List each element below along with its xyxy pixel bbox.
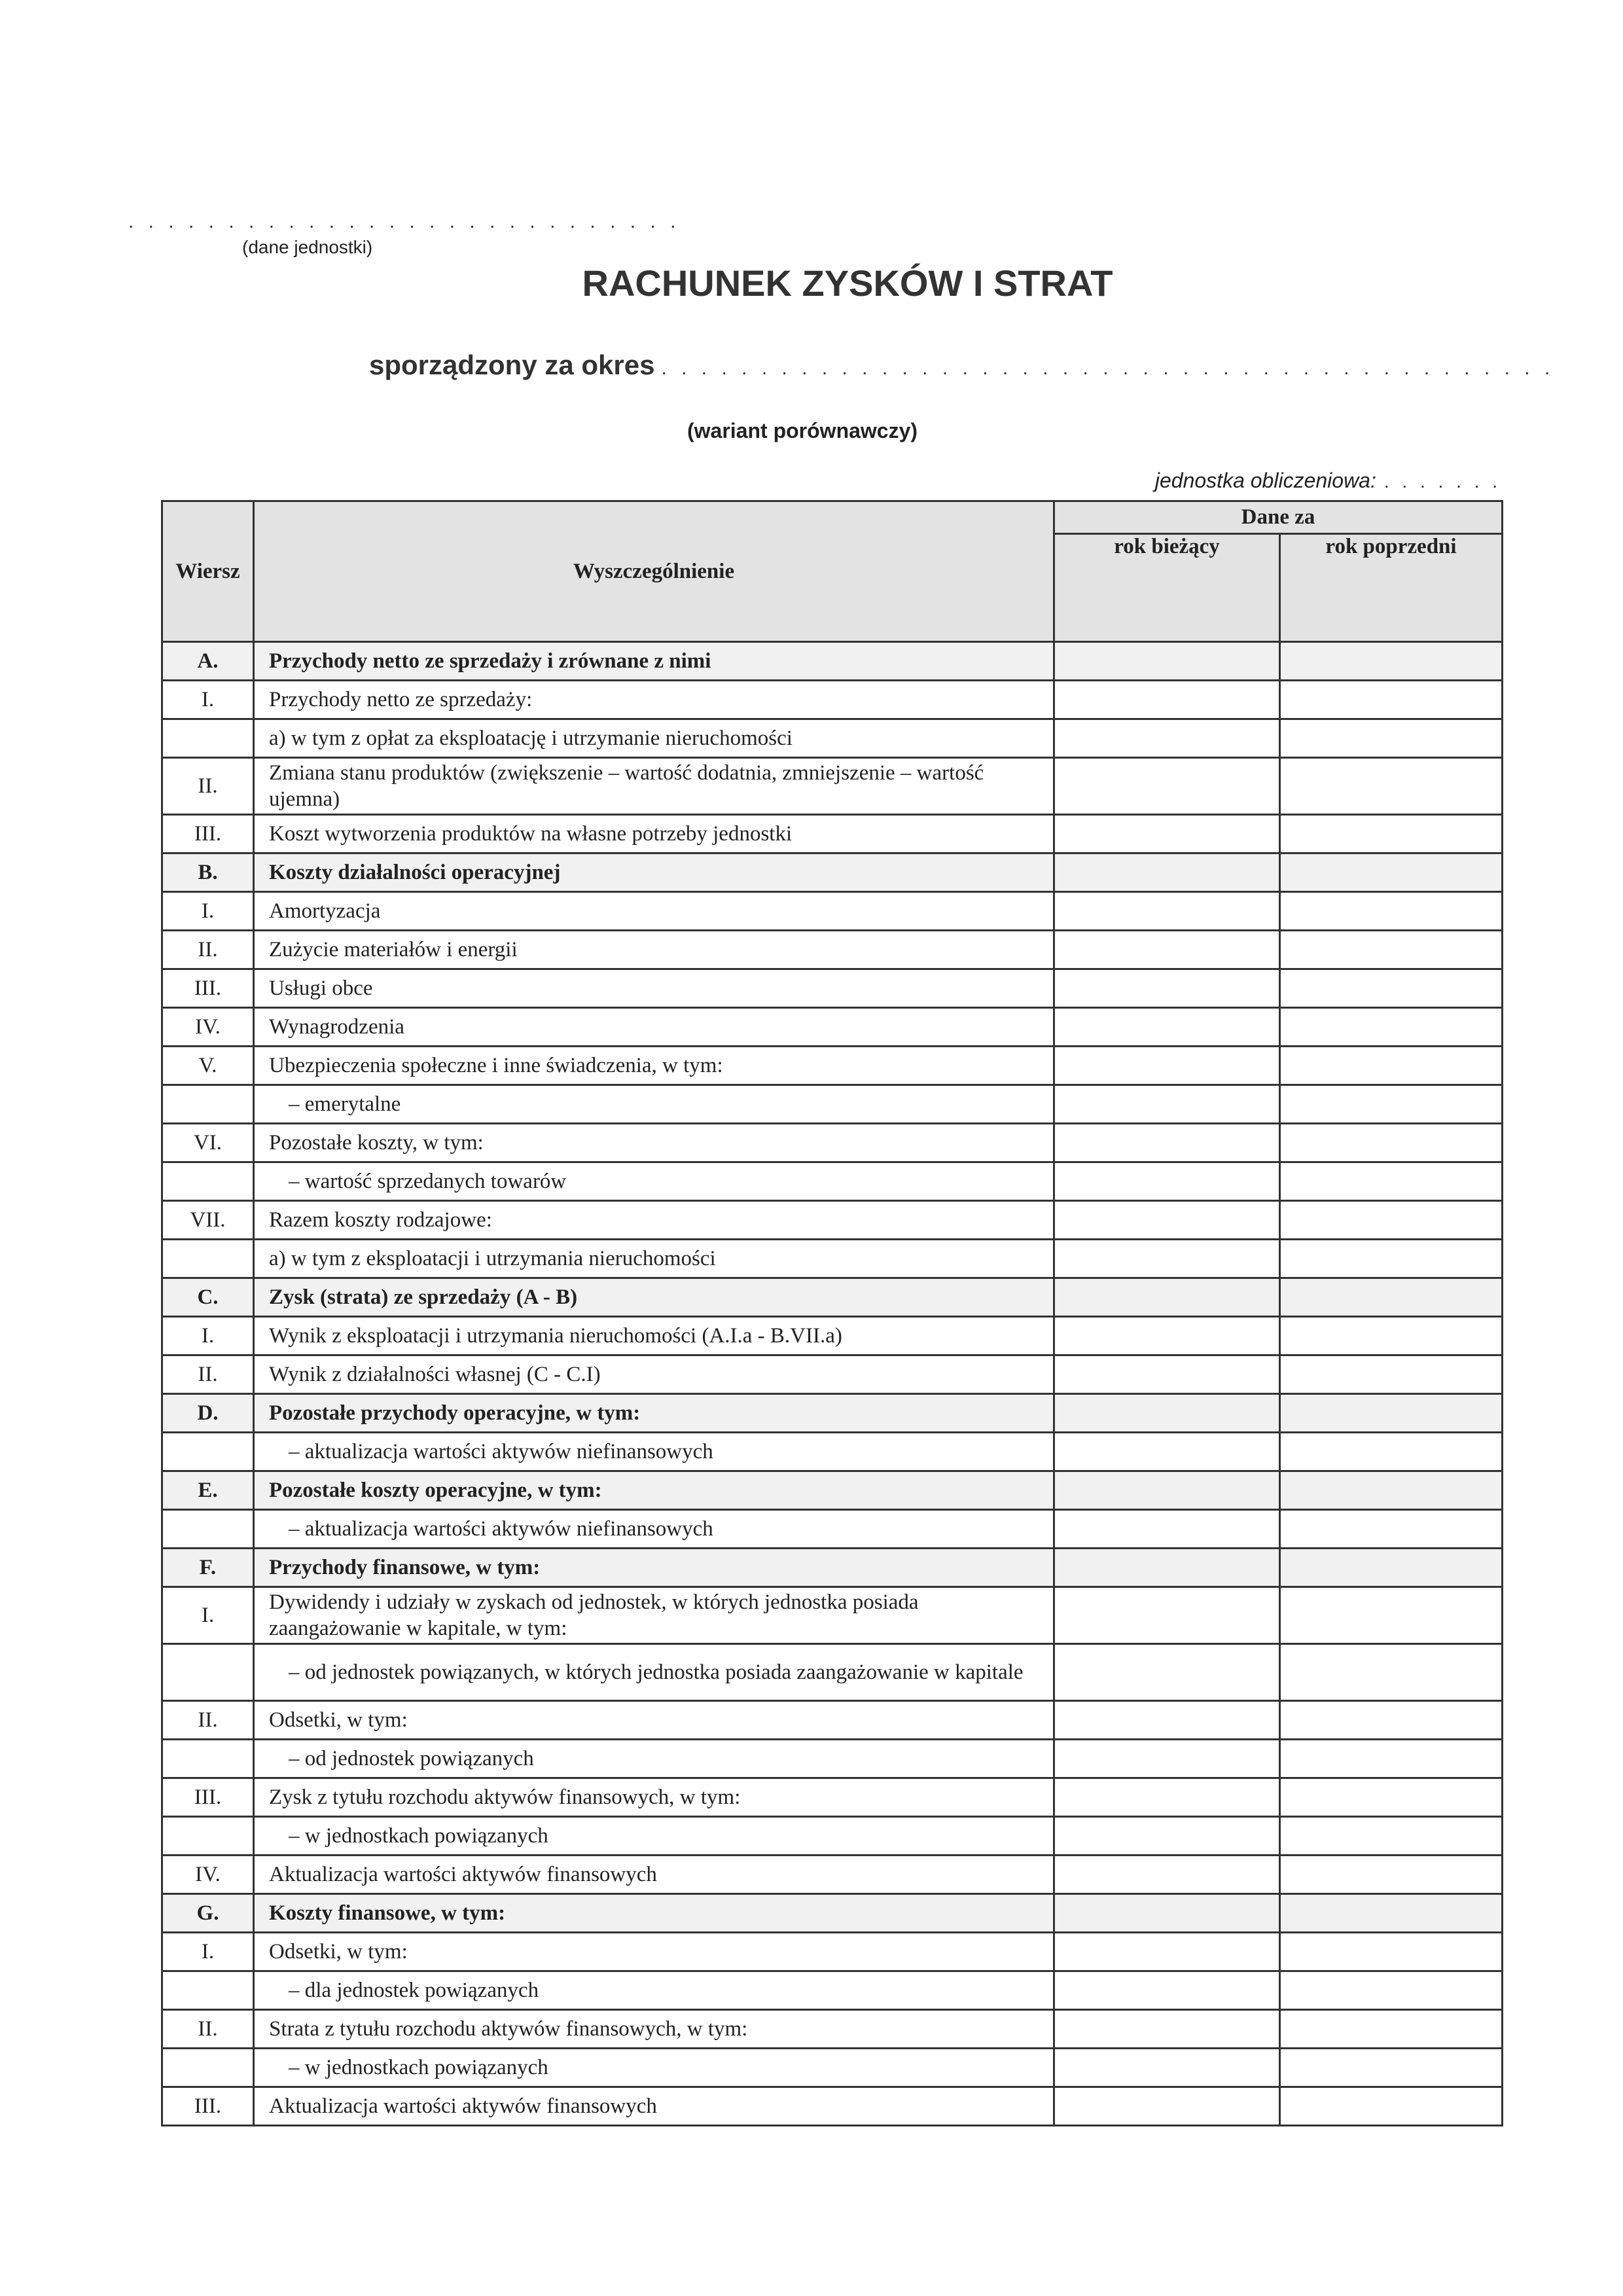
current-year-cell[interactable]	[1054, 1778, 1280, 1817]
current-year-cell[interactable]	[1054, 969, 1280, 1008]
row-code	[162, 719, 254, 758]
previous-year-cell[interactable]	[1280, 1471, 1503, 1510]
header-data-for: Dane za	[1054, 501, 1503, 534]
table-row	[162, 1162, 1503, 1201]
previous-year-cell[interactable]	[1280, 1856, 1503, 1894]
current-year-cell[interactable]	[1054, 1644, 1280, 1701]
current-year-cell[interactable]	[1054, 1510, 1280, 1549]
row-code: D.	[162, 1394, 254, 1433]
row-description: Zysk z tytułu rozchodu aktywów finansowych, w tym:	[254, 1778, 1054, 1817]
row-description: Odsetki, w tym:	[254, 1933, 1054, 1971]
row-description: Wynik z działalności własnej (C - C.I)	[254, 1355, 1054, 1394]
row-description: a) w tym z opłat za eksploatację i utrzymanie nieruchomości	[254, 719, 1054, 758]
row-code: I.	[162, 681, 254, 719]
income-statement-table	[161, 500, 1503, 2126]
row-code	[162, 1644, 254, 1701]
current-year-cell[interactable]	[1054, 1162, 1280, 1201]
row-description: Pozostałe przychody operacyjne, w tym:	[254, 1394, 1054, 1433]
unit-label: jednostka obliczeniowa:	[1154, 469, 1376, 492]
previous-year-cell[interactable]	[1280, 1008, 1503, 1047]
table-row	[162, 758, 1503, 815]
entity-dots[interactable]: . . . . . . . . . . . . . . . . . . . . . . . . . . . .	[128, 211, 681, 232]
table-row	[162, 1701, 1503, 1740]
previous-year-cell[interactable]	[1280, 1240, 1503, 1278]
current-year-cell[interactable]	[1054, 815, 1280, 853]
current-year-cell[interactable]	[1054, 1549, 1280, 1587]
row-description: Pozostałe koszty operacyjne, w tym:	[254, 1471, 1054, 1510]
row-code: IV.	[162, 1008, 254, 1047]
entity-label: (dane jednostki)	[242, 237, 373, 257]
current-year-cell[interactable]	[1054, 892, 1280, 931]
row-code	[162, 1971, 254, 2010]
current-year-cell[interactable]	[1054, 1971, 1280, 2010]
row-description: – w jednostkach powiązanych	[254, 2049, 1054, 2087]
table-row	[162, 1740, 1503, 1778]
table-row	[162, 853, 1503, 892]
current-year-cell[interactable]	[1054, 642, 1280, 681]
previous-year-cell[interactable]	[1280, 1124, 1503, 1162]
current-year-cell[interactable]	[1054, 853, 1280, 892]
header-current-year: rok bieżący	[1054, 533, 1280, 641]
row-code: II.	[162, 2010, 254, 2049]
current-year-cell[interactable]	[1054, 1587, 1280, 1644]
row-description: Przychody finansowe, w tym:	[254, 1549, 1054, 1587]
variant-label: (wariant porównawczy)	[687, 419, 918, 442]
row-description: Ubezpieczenia społeczne i inne świadczenia, w tym:	[254, 1047, 1054, 1085]
row-description: – aktualizacja wartości aktywów niefinansowych	[254, 1510, 1054, 1549]
row-description: Razem koszty rodzajowe:	[254, 1201, 1054, 1240]
current-year-cell[interactable]	[1054, 1701, 1280, 1740]
current-year-cell[interactable]	[1054, 1740, 1280, 1778]
current-year-cell[interactable]	[1054, 1085, 1280, 1124]
period-dots[interactable]: . . . . . . . . . . . . . . . . . . . . . . . . . . . . . . . . . . . . . . . . . . . . .	[661, 357, 1555, 379]
row-description: – od jednostek powiązanych	[254, 1740, 1054, 1778]
table-row	[162, 2010, 1503, 2049]
current-year-cell[interactable]	[1054, 719, 1280, 758]
row-code: F.	[162, 1549, 254, 1587]
row-code	[162, 1817, 254, 1856]
previous-year-cell[interactable]	[1280, 719, 1503, 758]
current-year-cell[interactable]	[1054, 931, 1280, 969]
table-body	[162, 642, 1503, 2126]
row-code: III.	[162, 1778, 254, 1817]
row-description: Zmiana stanu produktów (zwiększenie – wartość dodatnia, zmniejszenie – wartość ujemna)	[254, 758, 1054, 815]
table-row	[162, 1124, 1503, 1162]
previous-year-cell[interactable]	[1280, 1510, 1503, 1549]
row-code: II.	[162, 931, 254, 969]
current-year-cell[interactable]	[1054, 1008, 1280, 1047]
table-row	[162, 1587, 1503, 1644]
table-row	[162, 1008, 1503, 1047]
table-row	[162, 681, 1503, 719]
row-code: VII.	[162, 1201, 254, 1240]
previous-year-cell[interactable]	[1280, 1894, 1503, 1933]
previous-year-cell[interactable]	[1280, 1817, 1503, 1856]
row-code: G.	[162, 1894, 254, 1933]
table-row	[162, 969, 1503, 1008]
row-description: Koszt wytworzenia produktów na własne potrzeby jednostki	[254, 815, 1054, 853]
row-description: Dywidendy i udziały w zyskach od jednostek, w których jednostka posiada zaangażowanie w kapitale, w tym:	[254, 1587, 1054, 1644]
row-code: II.	[162, 1701, 254, 1740]
row-code	[162, 1240, 254, 1278]
row-description: – od jednostek powiązanych, w których jednostka posiada zaangażowanie w kapitale	[254, 1644, 1054, 1701]
row-code: II.	[162, 1355, 254, 1394]
row-code: B.	[162, 853, 254, 892]
row-description: Amortyzacja	[254, 892, 1054, 931]
current-year-cell[interactable]	[1054, 1201, 1280, 1240]
table-row	[162, 1201, 1503, 1240]
row-description: Aktualizacja wartości aktywów finansowych	[254, 2087, 1054, 2126]
table-row	[162, 1778, 1503, 1817]
previous-year-cell[interactable]	[1280, 1394, 1503, 1433]
row-code	[162, 1740, 254, 1778]
row-description: Wynik z eksploatacji i utrzymania nieruchomości (A.I.a - B.VII.a)	[254, 1317, 1054, 1355]
current-year-cell[interactable]	[1054, 681, 1280, 719]
previous-year-cell[interactable]	[1280, 1701, 1503, 1740]
previous-year-cell[interactable]	[1280, 1201, 1503, 1240]
current-year-cell[interactable]	[1054, 1894, 1280, 1933]
current-year-cell[interactable]	[1054, 1933, 1280, 1971]
table-row	[162, 1933, 1503, 1971]
previous-year-cell[interactable]	[1280, 1047, 1503, 1085]
previous-year-cell[interactable]	[1280, 1085, 1503, 1124]
previous-year-cell[interactable]	[1280, 1549, 1503, 1587]
previous-year-cell[interactable]	[1280, 2049, 1503, 2087]
table-row	[162, 1817, 1503, 1856]
row-description: Przychody netto ze sprzedaży:	[254, 681, 1054, 719]
row-code: III.	[162, 969, 254, 1008]
row-description: Koszty finansowe, w tym:	[254, 1894, 1054, 1933]
table-row	[162, 2049, 1503, 2087]
previous-year-cell[interactable]	[1280, 853, 1503, 892]
previous-year-cell[interactable]	[1280, 1355, 1503, 1394]
row-description: Wynagrodzenia	[254, 1008, 1054, 1047]
row-code: C.	[162, 1278, 254, 1317]
row-code: I.	[162, 1587, 254, 1644]
previous-year-cell[interactable]	[1280, 2010, 1503, 2049]
current-year-cell[interactable]	[1054, 1471, 1280, 1510]
previous-year-cell[interactable]	[1280, 1740, 1503, 1778]
row-description: Usługi obce	[254, 969, 1054, 1008]
row-code: A.	[162, 642, 254, 681]
previous-year-cell[interactable]	[1280, 1278, 1503, 1317]
previous-year-cell[interactable]	[1280, 931, 1503, 969]
title-text: RACHUNEK ZYSKÓW I STRAT	[582, 262, 1113, 304]
previous-year-cell[interactable]	[1280, 892, 1503, 931]
period-label: sporządzony za okres	[369, 350, 655, 380]
previous-year-cell[interactable]	[1280, 1433, 1503, 1471]
row-description: Zysk (strata) ze sprzedaży (A - B)	[254, 1278, 1054, 1317]
current-year-cell[interactable]	[1054, 2087, 1280, 2126]
table-row	[162, 1085, 1503, 1124]
row-code: I.	[162, 892, 254, 931]
row-code: III.	[162, 2087, 254, 2126]
table-row	[162, 2087, 1503, 2126]
table-row	[162, 1856, 1503, 1894]
table-row	[162, 1549, 1503, 1587]
unit-dots[interactable]: . . . . . . .	[1383, 471, 1501, 492]
current-year-cell[interactable]	[1054, 1317, 1280, 1355]
table-row	[162, 1433, 1503, 1471]
row-code: II.	[162, 758, 254, 815]
row-description: – wartość sprzedanych towarów	[254, 1162, 1054, 1201]
current-year-cell[interactable]	[1054, 1856, 1280, 1894]
table-row	[162, 1894, 1503, 1933]
previous-year-cell[interactable]	[1280, 1317, 1503, 1355]
current-year-cell[interactable]	[1054, 2010, 1280, 2049]
previous-year-cell[interactable]	[1280, 1778, 1503, 1817]
current-year-cell[interactable]	[1054, 1047, 1280, 1085]
current-year-cell[interactable]	[1054, 1355, 1280, 1394]
current-year-cell[interactable]	[1054, 1240, 1280, 1278]
previous-year-cell[interactable]	[1280, 681, 1503, 719]
current-year-cell[interactable]	[1054, 1394, 1280, 1433]
header-previous-year: rok poprzedni	[1280, 533, 1503, 641]
row-code: I.	[162, 1933, 254, 1971]
row-description: Koszty działalności operacyjnej	[254, 853, 1054, 892]
previous-year-cell[interactable]	[1280, 642, 1503, 681]
row-code	[162, 1162, 254, 1201]
row-description: – emerytalne	[254, 1085, 1054, 1124]
current-year-cell[interactable]	[1054, 758, 1280, 815]
row-description: Zużycie materiałów i energii	[254, 931, 1054, 969]
current-year-cell[interactable]	[1054, 1124, 1280, 1162]
row-description: Odsetki, w tym:	[254, 1701, 1054, 1740]
table-row	[162, 1355, 1503, 1394]
table-row	[162, 1240, 1503, 1278]
row-code	[162, 2049, 254, 2087]
previous-year-cell[interactable]	[1280, 1971, 1503, 2010]
table-row	[162, 1394, 1503, 1433]
period-line	[369, 350, 1554, 381]
row-description: Pozostałe koszty, w tym:	[254, 1124, 1054, 1162]
current-year-cell[interactable]	[1054, 1817, 1280, 1856]
previous-year-cell[interactable]	[1280, 969, 1503, 1008]
table-row	[162, 719, 1503, 758]
table-row	[162, 815, 1503, 853]
current-year-cell[interactable]	[1054, 1278, 1280, 1317]
current-year-cell[interactable]	[1054, 2049, 1280, 2087]
table-row	[162, 1971, 1503, 2010]
row-description: – aktualizacja wartości aktywów niefinansowych	[254, 1433, 1054, 1471]
row-description: Strata z tytułu rozchodu aktywów finansowych, w tym:	[254, 2010, 1054, 2049]
row-description: – w jednostkach powiązanych	[254, 1817, 1054, 1856]
row-code: III.	[162, 815, 254, 853]
row-code: VI.	[162, 1124, 254, 1162]
header-description: Wyszczególnienie	[254, 501, 1054, 642]
row-description: a) w tym z eksploatacji i utrzymania nieruchomości	[254, 1240, 1054, 1278]
row-code: V.	[162, 1047, 254, 1085]
row-code: IV.	[162, 1856, 254, 1894]
table-row	[162, 1644, 1503, 1701]
row-code	[162, 1433, 254, 1471]
previous-year-cell[interactable]	[1280, 1587, 1503, 1644]
current-year-cell[interactable]	[1054, 1433, 1280, 1471]
table-row	[162, 1510, 1503, 1549]
row-code	[162, 1510, 254, 1549]
table-row	[162, 1317, 1503, 1355]
table-row	[162, 1047, 1503, 1085]
page-title	[0, 262, 1623, 304]
row-description: – dla jednostek powiązanych	[254, 1971, 1054, 2010]
table-row	[162, 931, 1503, 969]
previous-year-cell[interactable]	[1280, 758, 1503, 815]
header-wiersz: Wiersz	[162, 501, 254, 642]
table-row	[162, 642, 1503, 681]
previous-year-cell[interactable]	[1280, 1644, 1503, 1701]
unit-line	[1155, 469, 1501, 493]
row-code	[162, 1085, 254, 1124]
row-code: E.	[162, 1471, 254, 1510]
table-row	[162, 1278, 1503, 1317]
row-description: Aktualizacja wartości aktywów finansowych	[254, 1856, 1054, 1894]
previous-year-cell[interactable]	[1280, 2087, 1503, 2126]
row-description: Przychody netto ze sprzedaży i zrównane z nimi	[254, 642, 1054, 681]
previous-year-cell[interactable]	[1280, 1162, 1503, 1201]
table-row	[162, 1471, 1503, 1510]
previous-year-cell[interactable]	[1280, 1933, 1503, 1971]
row-code: I.	[162, 1317, 254, 1355]
previous-year-cell[interactable]	[1280, 815, 1503, 853]
table-row	[162, 892, 1503, 931]
